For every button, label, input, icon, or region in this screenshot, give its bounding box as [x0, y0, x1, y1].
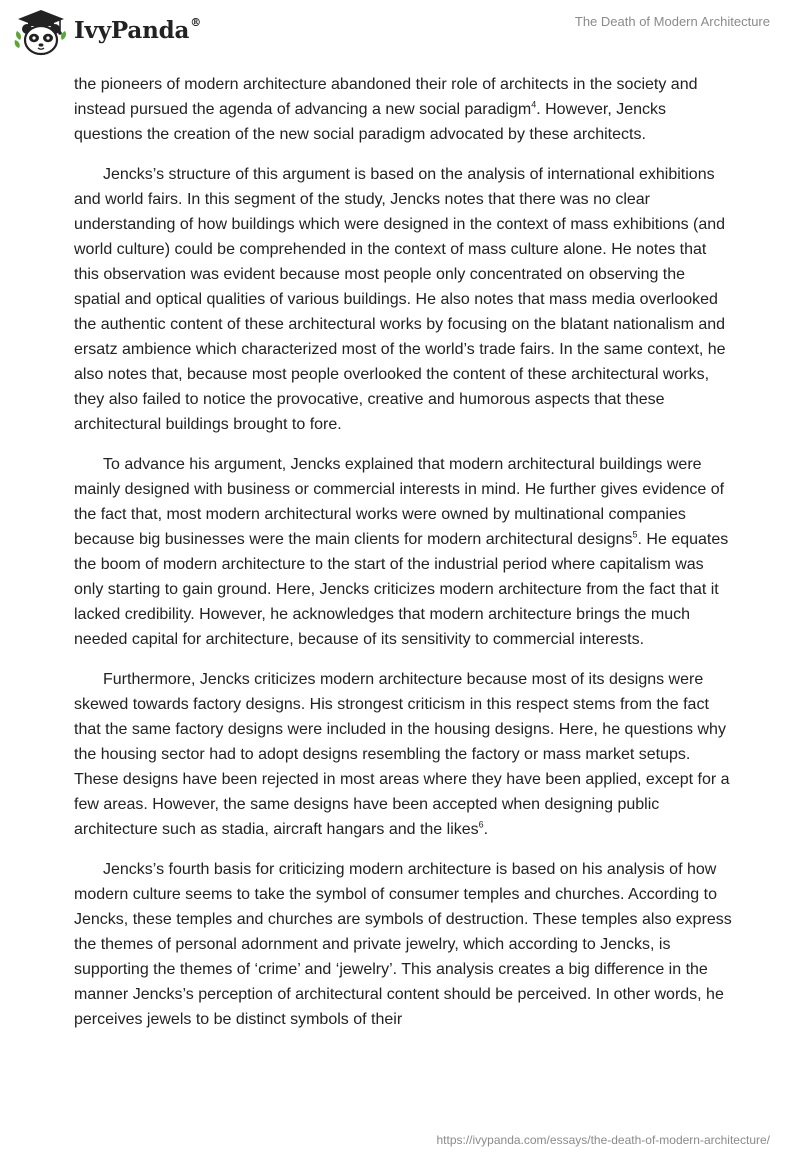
brand-name: IvyPanda® [74, 15, 201, 44]
page-header [0, 0, 800, 62]
footnote-ref-6[interactable]: 6 [478, 819, 484, 830]
paragraph-4 [74, 667, 734, 842]
paragraph-3-text-b: . He equates the boom of modern architecture to the start of the industrial period where capitalism was only starting to gain ground. Here, Jencks criticizes modern architecture from the fact that it lacked credibility. However, he acknowledges that modern architecture brings the much needed capital for architecture, because of its sensitivity to commercial interests. [74, 531, 729, 648]
brand-logo[interactable] [14, 8, 201, 56]
paragraph-4-text-a: Furthermore, Jencks criticizes modern architecture because most of its designs were skewed towards factory designs. His strongest criticism in this respect stems from the fact that the same factory designs were included in the housing designs. Here, he questions why the housing sector had to adopt designs resembling the factory or mass market setups. These designs have been rejected in most areas where they have been applied, except for a few areas. However, the same designs have been accepted when designing public architecture such as stadia, aircraft hangars and the likes [74, 671, 730, 838]
essay-body [74, 72, 734, 1047]
paragraph-1-text-a: the pioneers of modern architecture abandoned their role of architects in the society and instead pursued the agenda of advancing a new social paradigm [74, 76, 698, 118]
paragraph-5: Jencks’s fourth basis for criticizing modern architecture is based on his analysis of how modern culture seems to take the symbol of consumer temples and churches. According to Jencks, these temples and churches are symbols of destruction. These temples also express the themes of personal adornment and private jewelry, which according to Jencks, is supporting the themes of ‘crime’ and ‘jewelry’. This analysis creates a big difference in the manner Jencks’s perception of architectural content should be perceived. In other words, he perceives jewels to be distinct symbols of their [74, 861, 732, 1028]
paragraph-4-text-b: . [483, 821, 489, 838]
paragraph-3-text-a: To advance his argument, Jencks explained that modern architectural buildings were mainly designed with business or commercial interests in mind. He further gives evidence of the fact that, most modern architectural works were owned by multinational companies because big businesses were the main clients for modern architectural designs [74, 456, 725, 548]
paragraph-1 [74, 72, 734, 147]
paragraph-2: Jencks’s structure of this argument is based on the analysis of international exhibitions and world fairs. In this segment of the study, Jencks notes that there was no clear understanding of how buildings which were designed in the context of mass exhibitions (and world culture) could be comprehended in the context of mass culture alone. He notes that this observation was evident because most people only concentrated on observing the spatial and optical qualities of various buildings. He also notes that mass media overlooked the authentic content of these architectural works by focusing on the blatant nationalism and ersatz ambience which characterized most of the world’s trade fairs. In the same context, he also notes that, because most people overlooked the content of these architectural works, they also failed to notice the provocative, creative and humorous aspects that these architectural buildings brought to fore. [74, 166, 726, 433]
paragraph-1-text-b: . However, Jencks questions the creation of the new social paradigm advocated by these architects. [74, 101, 667, 143]
source-url[interactable]: https://ivypanda.com/essays/the-death-of-modern-architecture/ [436, 1133, 770, 1147]
paragraph-3 [74, 452, 734, 652]
document-title: The Death of Modern Architecture [574, 14, 770, 29]
footnote-ref-4[interactable]: 4 [531, 99, 537, 110]
registered-mark: ® [190, 15, 201, 29]
panda-graduate-icon [14, 8, 68, 56]
footnote-ref-5[interactable]: 5 [632, 529, 638, 540]
